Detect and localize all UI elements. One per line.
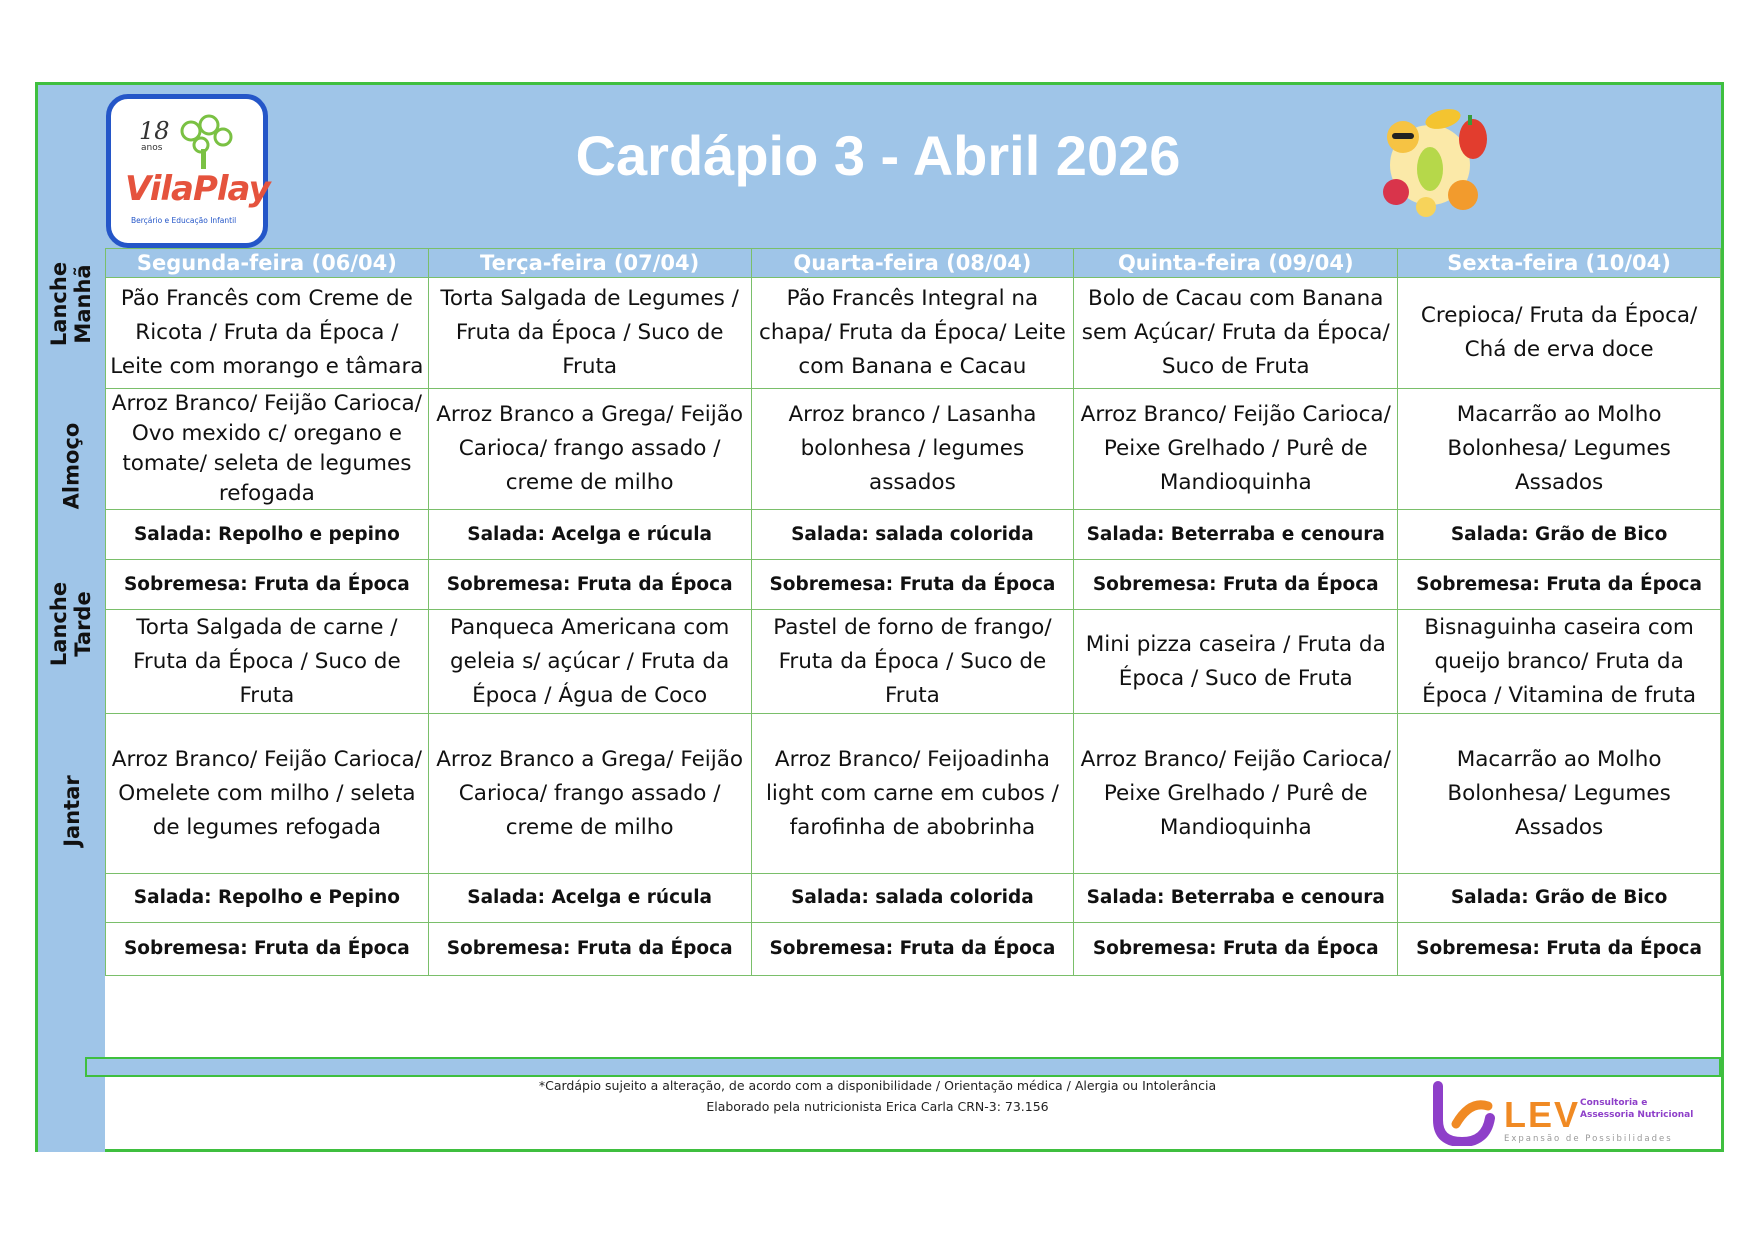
jantar-salada-row bbox=[106, 874, 1721, 923]
dessert-cell: Sobremesa: Fruta da Época bbox=[428, 923, 751, 976]
lanche-manha-row bbox=[106, 278, 1721, 389]
menu-cell: Panqueca Americana com geleia s/ açúcar / Fruta da Época / Água de Coco bbox=[428, 610, 751, 714]
row-label-jantar: Jantar bbox=[59, 775, 84, 847]
dessert-cell: Sobremesa: Fruta da Época bbox=[428, 560, 751, 610]
menu-cell: Arroz Branco/ Feijão Carioca/ Omelete com milho / seleta de legumes refogada bbox=[106, 714, 429, 874]
row-label-almoco: Almoço bbox=[59, 422, 84, 509]
menu-cell: Macarrão ao Molho Bolonhesa/ Legumes Assados bbox=[1398, 714, 1721, 874]
dessert-cell: Sobremesa: Fruta da Época bbox=[751, 923, 1074, 976]
almoco-salada-row bbox=[106, 510, 1721, 560]
row-label-lanche-manha: Lanche Manhã bbox=[47, 261, 96, 346]
menu-cell: Arroz Branco/ Feijão Carioca/ Peixe Grelhado / Purê de Mandioquinha bbox=[1074, 714, 1398, 874]
salad-cell: Salada: Repolho e pepino bbox=[106, 510, 429, 560]
dessert-cell: Sobremesa: Fruta da Época bbox=[1398, 923, 1721, 976]
lev-line2: Assessoria Nutricional bbox=[1580, 1110, 1694, 1120]
vilaplay-logo bbox=[106, 94, 268, 248]
salad-cell: Salada: salada colorida bbox=[751, 510, 1074, 560]
jantar-row bbox=[106, 714, 1721, 874]
menu-table bbox=[105, 248, 1721, 976]
salad-cell: Salada: Beterraba e cenoura bbox=[1074, 874, 1398, 923]
dessert-cell: Sobremesa: Fruta da Época bbox=[106, 923, 429, 976]
menu-cell: Arroz Branco/ Feijoadinha light com carne em cubos / farofinha de abobrinha bbox=[751, 714, 1074, 874]
menu-cell: Pão Francês Integral na chapa/ Fruta da Época/ Leite com Banana e Cacau bbox=[751, 278, 1074, 389]
dessert-cell: Sobremesa: Fruta da Época bbox=[751, 560, 1074, 610]
salad-cell: Salada: Beterraba e cenoura bbox=[1074, 510, 1398, 560]
day-header: Terça-feira (07/04) bbox=[428, 249, 751, 278]
day-header: Segunda-feira (06/04) bbox=[106, 249, 429, 278]
page-title: Cardápio 3 - Abril 2026 bbox=[575, 124, 1181, 187]
day-header: Quinta-feira (09/04) bbox=[1074, 249, 1398, 278]
menu-cell: Arroz Branco/ Feijão Carioca/ Peixe Grelhado / Purê de Mandioquinha bbox=[1074, 389, 1398, 510]
fruits-illustration-icon bbox=[1368, 97, 1498, 227]
menu-cell: Arroz branco / Lasanha bolonhesa / legumes assados bbox=[751, 389, 1074, 510]
almoco-row bbox=[106, 389, 1721, 510]
lev-name: LEV bbox=[1504, 1094, 1581, 1135]
salad-cell: Salada: Acelga e rúcula bbox=[428, 510, 751, 560]
menu-cell: Torta Salgada de carne / Fruta da Época / Suco de Fruta bbox=[106, 610, 429, 714]
menu-frame bbox=[35, 82, 1724, 1152]
menu-cell: Pão Francês com Creme de Ricota / Fruta da Época / Leite com morango e tâmara bbox=[106, 278, 429, 389]
logo-years-label: anos bbox=[141, 143, 163, 153]
salad-cell: Salada: Repolho e Pepino bbox=[106, 874, 429, 923]
menu-cell: Arroz Branco a Grega/ Feijão Carioca/ frango assado / creme de milho bbox=[428, 714, 751, 874]
salad-cell: Salada: Acelga e rúcula bbox=[428, 874, 751, 923]
dessert-cell: Sobremesa: Fruta da Época bbox=[1074, 560, 1398, 610]
logo-years: 18 bbox=[139, 117, 170, 145]
salad-cell: Salada: Grão de Bico bbox=[1398, 510, 1721, 560]
logo-brand: VilaPlay bbox=[125, 169, 270, 209]
bottom-bar bbox=[85, 1057, 1721, 1077]
day-header-row bbox=[106, 249, 1721, 278]
lev-line1: Consultoria e bbox=[1580, 1098, 1648, 1108]
footer-author: Elaborado pela nutricionista Erica Carla CRN-3: 73.156 bbox=[706, 1099, 1049, 1114]
menu-cell: Torta Salgada de Legumes / Fruta da Época / Suco de Fruta bbox=[428, 278, 751, 389]
logo-tagline: Berçário e Educação Infantil bbox=[131, 216, 237, 225]
day-header: Sexta-feira (10/04) bbox=[1398, 249, 1721, 278]
menu-cell: Arroz Branco a Grega/ Feijão Carioca/ frango assado / creme de milho bbox=[428, 389, 751, 510]
menu-cell: Mini pizza caseira / Fruta da Época / Suco de Fruta bbox=[1074, 610, 1398, 714]
menu-cell: Bisnaguinha caseira com queijo branco/ Fruta da Época / Vitamina de fruta bbox=[1398, 610, 1721, 714]
salad-cell: Salada: Grão de Bico bbox=[1398, 874, 1721, 923]
menu-cell: Pastel de forno de frango/ Fruta da Época / Suco de Fruta bbox=[751, 610, 1074, 714]
row-label-lanche-tarde: Lanche Tarde bbox=[47, 581, 96, 667]
lev-tagline: Expansão de Possibilidades bbox=[1504, 1134, 1673, 1144]
menu-cell: Macarrão ao Molho Bolonhesa/ Legumes Assados bbox=[1398, 389, 1721, 510]
lanche-tarde-row bbox=[106, 610, 1721, 714]
jantar-sobremesa-row bbox=[106, 923, 1721, 976]
dessert-cell: Sobremesa: Fruta da Época bbox=[1074, 923, 1398, 976]
day-header: Quarta-feira (08/04) bbox=[751, 249, 1074, 278]
almoco-sobremesa-row bbox=[106, 560, 1721, 610]
salad-cell: Salada: salada colorida bbox=[751, 874, 1074, 923]
tree-icon bbox=[171, 111, 241, 171]
menu-cell: Crepioca/ Fruta da Época/ Chá de erva doce bbox=[1398, 278, 1721, 389]
dessert-cell: Sobremesa: Fruta da Época bbox=[1398, 560, 1721, 610]
footer-note: *Cardápio sujeito a alteração, de acordo com a disponibilidade / Orientação médica / Alergia ou Intolerância bbox=[538, 1078, 1217, 1093]
dessert-cell: Sobremesa: Fruta da Época bbox=[106, 560, 429, 610]
menu-cell: Arroz Branco/ Feijão Carioca/ Ovo mexido c/ oregano e tomate/ seleta de legumes refogada bbox=[106, 389, 429, 510]
lev-mark-icon bbox=[1430, 1080, 1500, 1146]
menu-cell: Bolo de Cacau com Banana sem Açúcar/ Fruta da Época/ Suco de Fruta bbox=[1074, 278, 1398, 389]
